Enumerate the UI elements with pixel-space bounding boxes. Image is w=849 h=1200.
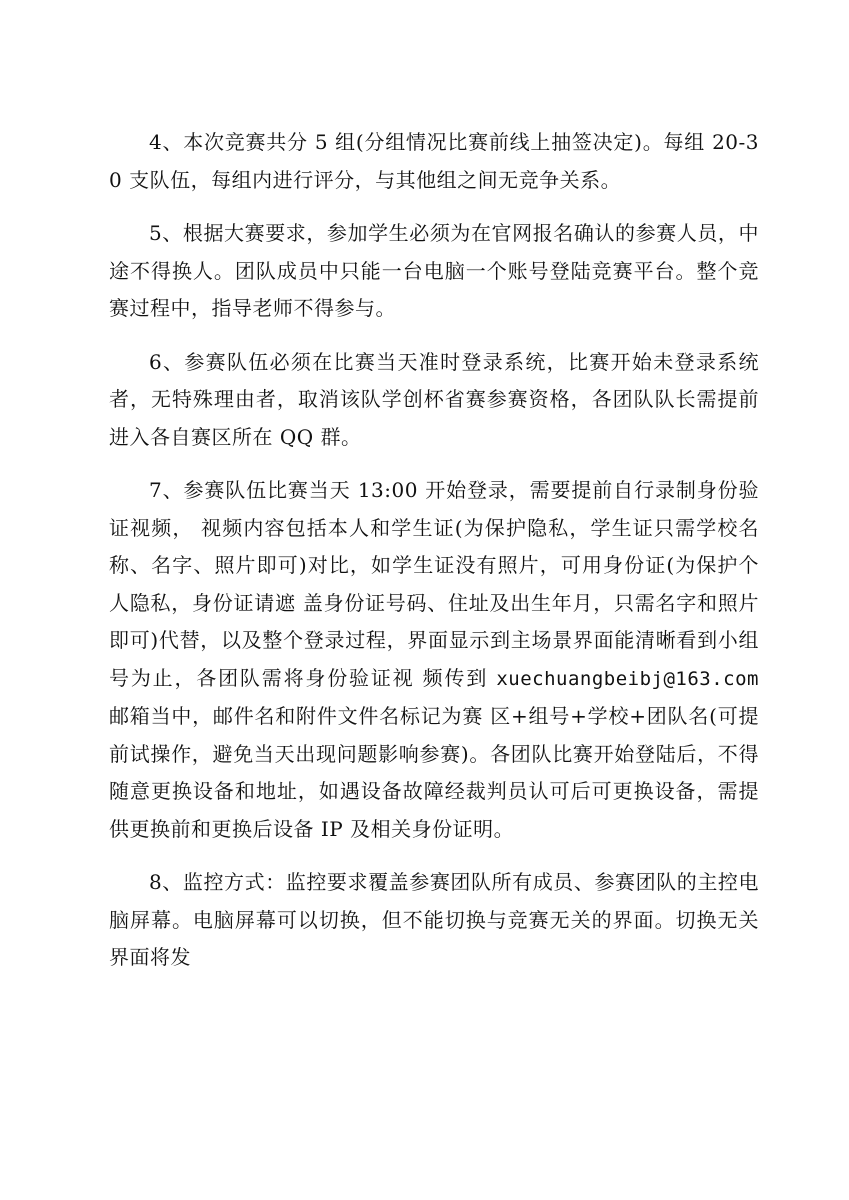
paragraph-rule-5: 5、根据大赛要求，参加学生必须为在官网报名确认的参赛人员，中途不得换人。团队成员中只能一台电脑一个账号登陆竞赛平台。整个竞赛过程中，指导老师不得参与。 <box>109 221 759 320</box>
paragraph-rule-4: 4、本次竞赛共分 5 组(分组情况比赛前线上抽签决定)。每组 20-30 支队伍，每组内进行评分，与其他组之间无竞争关系。 <box>109 130 759 192</box>
paragraph-rule-7-text-before-email: 7、参赛队伍比赛当天 13:00 开始登录，需要提前自行录制身份验证视频， 视频内容包括本人和学生证(为保护隐私，学生证只需学校名称、名字、照片即可)对比，如学生证没有照片，可用身份证(为保护个人隐私，身份证请遮 盖身份证号码、住址及出生年月，只需名字和照片即可)代替，以及整个登录过程，界面显示到主场景界面能清晰看到小组号为止，各团队需将身份验证视 频传到 <box>109 478 759 690</box>
document-body <box>109 124 759 977</box>
paragraph-rule-7-text-after-email: 邮箱当中，邮件名和附件文件名标记为赛 区+组号+学校+团队名(可提前试操作，避免当天出现问题影响参赛)。各团队比赛开始登陆后，不得随意更换设备和地址，如遇设备故障经裁判员认可后可更换设备，需提供更换前和更换后设备 IP 及相关身份证明。 <box>109 704 759 841</box>
paragraph-rule-7 <box>109 472 759 848</box>
paragraph-rule-8: 8、监控方式：监控要求覆盖参赛团队所有成员、参赛团队的主控电脑屏幕。电脑屏幕可以切换，但不能切换与竞赛无关的界面。切换无关界面将发 <box>109 870 759 969</box>
paragraph-rule-6: 6、参赛队伍必须在比赛当天准时登录系统，比赛开始未登录系统者，无特殊理由者，取消该队学创杯省赛参赛资格，各团队队长需提前进入各自赛区所在 QQ 群。 <box>109 349 759 449</box>
contact-email: xuechuangbeibj@163.com <box>496 667 759 690</box>
